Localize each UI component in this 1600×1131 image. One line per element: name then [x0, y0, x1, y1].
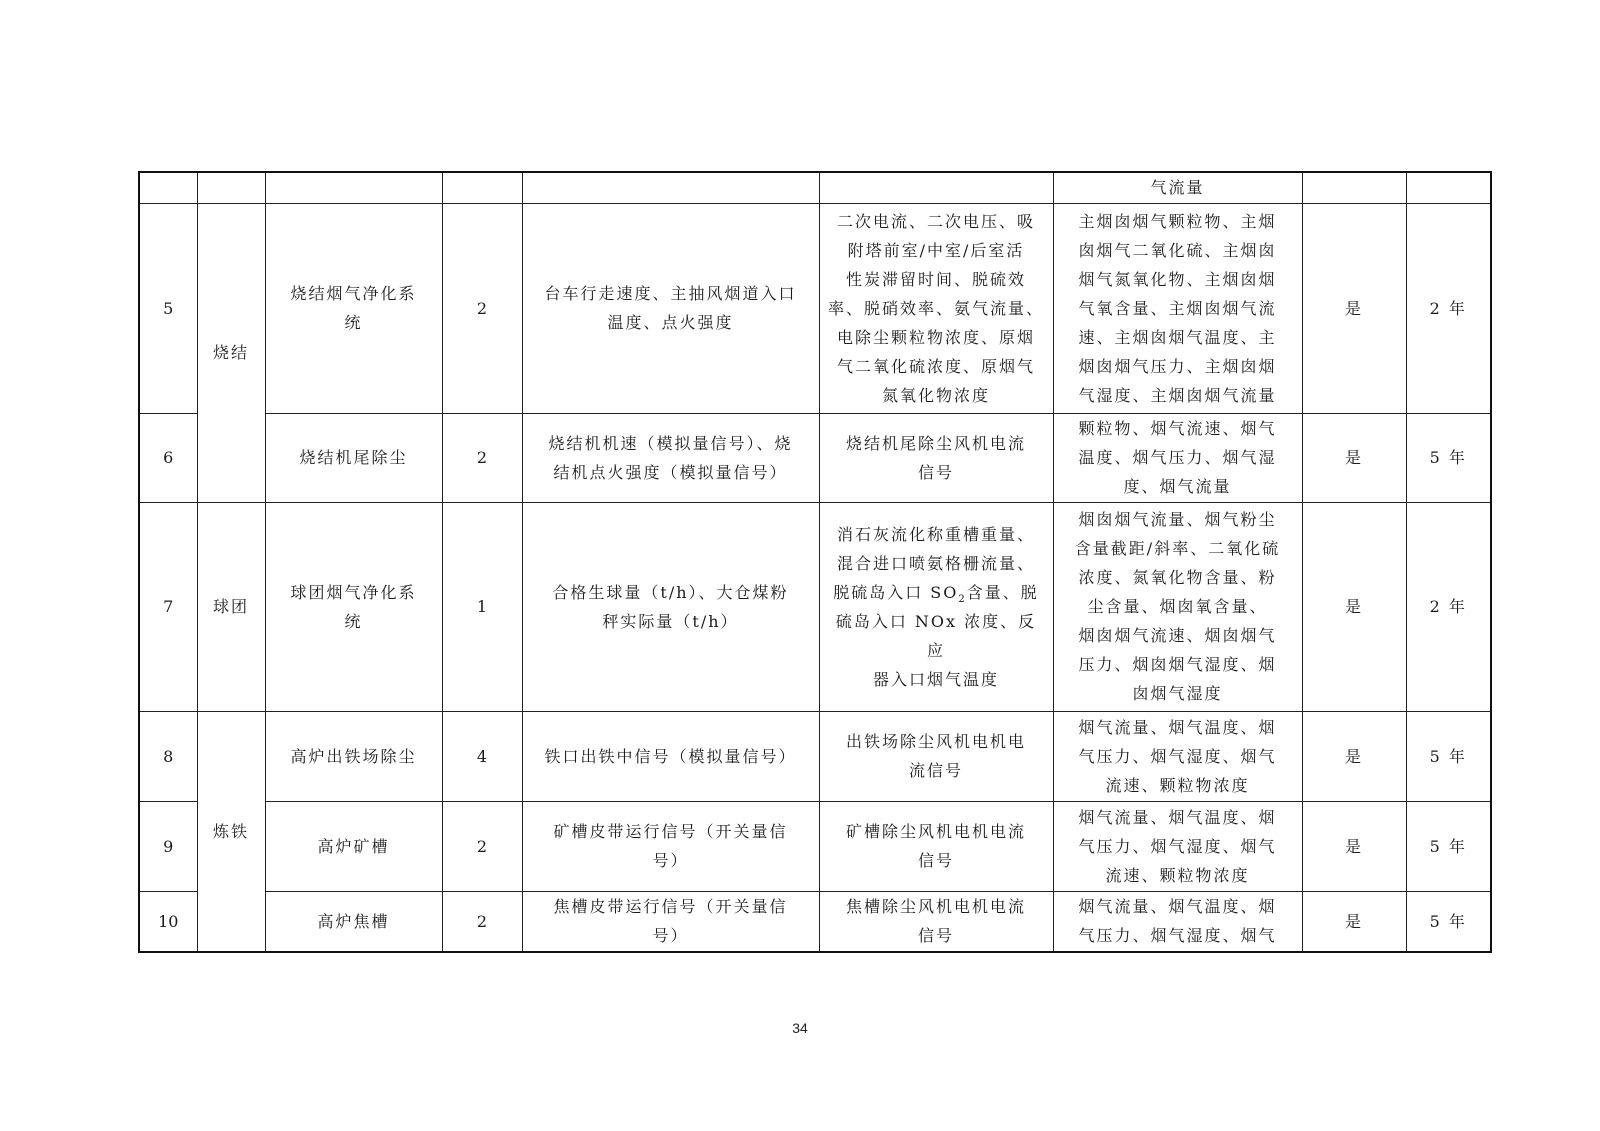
- cell-system: 球团烟气净化系 统: [265, 502, 442, 711]
- cell-no: 9: [139, 801, 197, 891]
- cell-system: 高炉出铁场除尘: [265, 711, 442, 801]
- cell-monitoring: 颗粒物、烟气流速、烟气 温度、烟气压力、烟气湿 度、烟气流量: [1053, 413, 1302, 502]
- cell-count: 2: [442, 891, 522, 952]
- cell-count: 4: [442, 711, 522, 801]
- cell-required: 是: [1302, 502, 1406, 711]
- table-row-continuation: [139, 172, 1491, 203]
- cell-retention: 5 年: [1406, 891, 1491, 952]
- cell-process: 炼铁: [197, 711, 265, 952]
- table-row: [139, 413, 1491, 502]
- cell-monitoring: 主烟囱烟气颗粒物、主烟 囱烟气二氧化硫、主烟囱 烟气氮氧化物、主烟囱烟 气氧含量、主烟囱烟气流 速、主烟囱烟气温度、主 烟囱烟气压力、主烟囱烟 气湿度、主烟囱烟气流量: [1053, 203, 1302, 413]
- cell-process: [197, 172, 265, 203]
- cell-no: [139, 172, 197, 203]
- cell-treatment-signal: 出铁场除尘风机电机电 流信号: [819, 711, 1053, 801]
- cell-treatment-signal: 二次电流、二次电压、吸 附塔前室/中室/后室活 性炭滞留时间、脱硫效 率、脱硝效率、氨气流量、 电除尘颗粒物浓度、原烟 气二氧化硫浓度、原烟气 氮氧化物浓度: [819, 203, 1053, 413]
- cell-retention: 5 年: [1406, 801, 1491, 891]
- cell-required: 是: [1302, 203, 1406, 413]
- cell-treatment-signal: 烧结机尾除尘风机电流 信号: [819, 413, 1053, 502]
- cell-process: 球团: [197, 502, 265, 711]
- cell-required: 是: [1302, 801, 1406, 891]
- cell-monitoring: 烟气流量、烟气温度、烟 气压力、烟气湿度、烟气: [1053, 891, 1302, 952]
- cell-retention: 5 年: [1406, 413, 1491, 502]
- page-number: 34: [792, 1020, 808, 1036]
- cell-monitoring: 烟气流量、烟气温度、烟 气压力、烟气湿度、烟气 流速、颗粒物浓度: [1053, 801, 1302, 891]
- data-table: [138, 171, 1492, 953]
- cell-required: 是: [1302, 711, 1406, 801]
- cell-production-signal: 合格生球量（t/h）、大仓煤粉 秤实际量（t/h）: [522, 502, 819, 711]
- cell-system: 高炉矿槽: [265, 801, 442, 891]
- cell-count: 2: [442, 413, 522, 502]
- cell-retention: 2 年: [1406, 203, 1491, 413]
- table-row: [139, 502, 1491, 711]
- cell-required: 是: [1302, 891, 1406, 952]
- cell-production-signal: 烧结机机速（模拟量信号）、烧 结机点火强度（模拟量信号）: [522, 413, 819, 502]
- cell-production-signal: [522, 172, 819, 203]
- cell-no: 10: [139, 891, 197, 952]
- cell-count: [442, 172, 522, 203]
- cell-treatment-signal: [819, 172, 1053, 203]
- cell-system: [265, 172, 442, 203]
- cell-count: 1: [442, 502, 522, 711]
- cell-retention: 5 年: [1406, 711, 1491, 801]
- cell-count: 2: [442, 203, 522, 413]
- cell-treatment-signal: 矿槽除尘风机电机电流 信号: [819, 801, 1053, 891]
- cell-no: 7: [139, 502, 197, 711]
- cell-no: 6: [139, 413, 197, 502]
- table-row: [139, 203, 1491, 413]
- table-row: [139, 891, 1491, 952]
- cell-treatment-signal: 焦槽除尘风机电机电流 信号: [819, 891, 1053, 952]
- cell-monitoring: 烟囱烟气流量、烟气粉尘 含量截距/斜率、二氧化硫 浓度、氮氧化物含量、粉 尘含量、烟囱氧含量、 烟囱烟气流速、烟囱烟气 压力、烟囱烟气湿度、烟 囱烟气湿度: [1053, 502, 1302, 711]
- cell-production-signal: 焦槽皮带运行信号（开关量信 号）: [522, 891, 819, 952]
- cell-count: 2: [442, 801, 522, 891]
- cell-production-signal: 台车行走速度、主抽风烟道入口 温度、点火强度: [522, 203, 819, 413]
- cell-system: 高炉焦槽: [265, 891, 442, 952]
- cell-treatment-signal: 消石灰流化称重槽重量、 混合进口喷氨格栅流量、 脱硫岛入口 $SO_2$含量、脱 硫岛入口 NOx 浓度、反应 器入口烟气温度: [819, 502, 1053, 711]
- cell-required: 是: [1302, 413, 1406, 502]
- cell-production-signal: 矿槽皮带运行信号（开关量信 号）: [522, 801, 819, 891]
- cell-retention: 2 年: [1406, 502, 1491, 711]
- cell-process: 烧结: [197, 203, 265, 502]
- cell-no: 5: [139, 203, 197, 413]
- cell-monitoring: 烟气流量、烟气温度、烟 气压力、烟气湿度、烟气 流速、颗粒物浓度: [1053, 711, 1302, 801]
- cell-no: 8: [139, 711, 197, 801]
- cell-production-signal: 铁口出铁中信号（模拟量信号）: [522, 711, 819, 801]
- table-row: [139, 711, 1491, 801]
- table-row: [139, 801, 1491, 891]
- cell-required: [1302, 172, 1406, 203]
- cell-system: 烧结烟气净化系 统: [265, 203, 442, 413]
- cell-system: 烧结机尾除尘: [265, 413, 442, 502]
- cell-monitoring: 气流量: [1053, 172, 1302, 203]
- cell-retention: [1406, 172, 1491, 203]
